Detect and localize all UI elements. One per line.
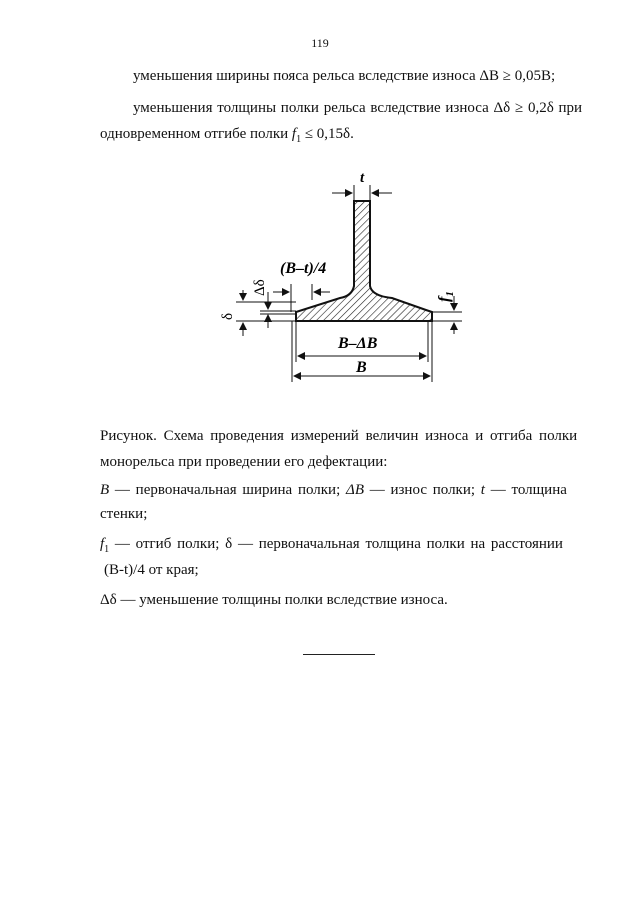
page-number: 119 [311, 36, 329, 50]
rail-cross-section-figure [0, 0, 640, 400]
label-delta-delta: Δδ [252, 279, 268, 296]
label-f1: $f_1$ [436, 291, 456, 302]
label-t: t [360, 170, 365, 186]
list-item-bending: одновременном отгибе полки $f_1 \le 0,15\delta$. [100, 126, 354, 145]
label-b-minus-t-over-4: (B–t)/4 [280, 260, 327, 277]
legend-f1-cont: (B-t)/4 от края; [104, 562, 199, 578]
legend-b: B — первоначальная ширина полки; ΔB — износ полки; t — толщина [100, 482, 567, 498]
figure-caption-line2: монорельса при проведении его дефектации: [100, 454, 388, 470]
label-delta: δ [220, 312, 236, 320]
list-item-flange-width: уменьшения ширины пояса рельса вследствие износа ΔB ≥ 0,05B; [133, 68, 556, 84]
label-b: B [356, 359, 367, 376]
label-b-minus-delta-b: B–ΔB [338, 335, 378, 352]
legend-b-cont: стенки; [100, 506, 148, 522]
figure-caption-line1: Рисунок. Схема проведения измерений величин износа и отгиба полки [100, 428, 578, 444]
list-item-shelf-thickness: уменьшения толщины полки рельса вследствие износа Δδ ≥ 0,2δ при [133, 100, 583, 116]
end-rule [303, 654, 375, 655]
legend-delta-delta: Δδ — уменьшение толщины полки вследствие износа. [100, 592, 448, 608]
legend-f1: $f_1$ — отгиб полки; δ — первоначальная толщина полки на расстоянии [100, 536, 563, 555]
